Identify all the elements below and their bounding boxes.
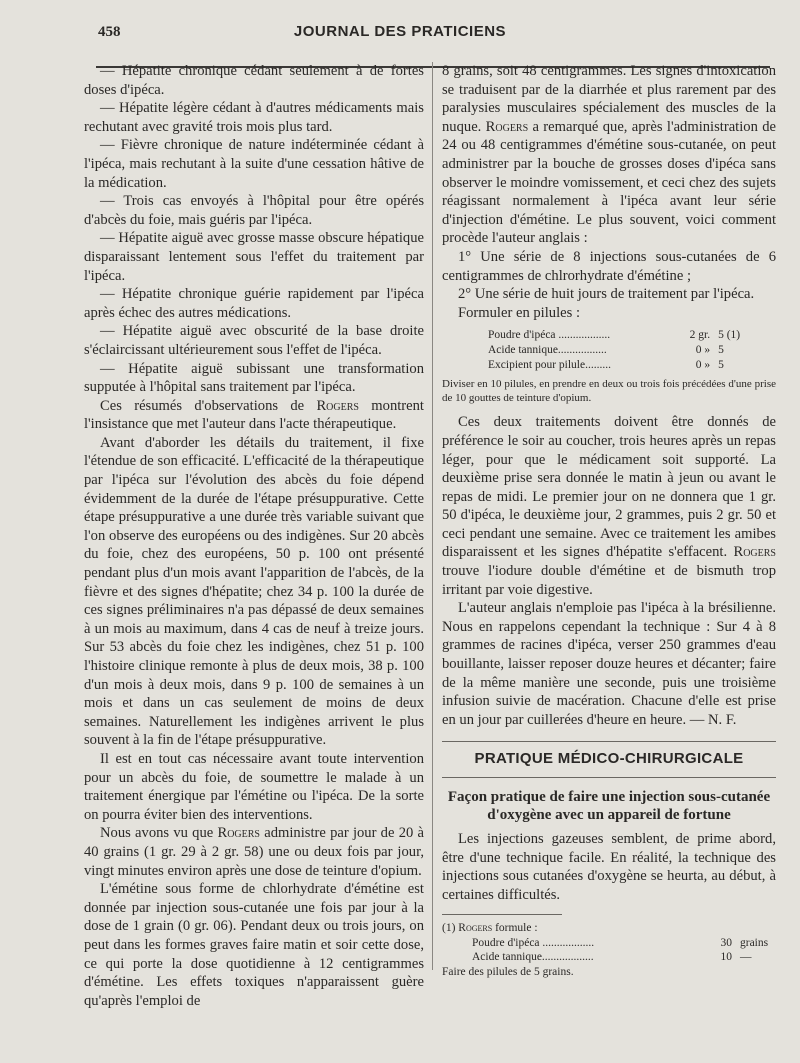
body-paragraph: Il est en tout cas nécessaire avant toute intervention pour un abcès du foie, de soumettre le malade à un traitement énergique par l'émétine ou l'ipéca. De la sorte on pourra éviter bien des interventions. (84, 750, 424, 823)
body-paragraph (84, 397, 424, 434)
text-run: formule : (492, 922, 538, 935)
page-header (0, 20, 800, 48)
running-title: JOURNAL DES PRATICIENS (293, 23, 507, 40)
page-number: 458 (98, 24, 121, 40)
body-paragraph (442, 413, 776, 599)
footnote-intro (442, 921, 776, 936)
list-item: 1° Une série de 8 injections sous-cutanées de 6 centigrammes de chlrorhydrate d'émétine ; (442, 248, 776, 284)
formula-note: Diviser en 10 pilules, en prendre en deux ou trois fois précédées d'une prise de 10 gouttes de teinture d'opium. (442, 378, 776, 405)
body-paragraph: L'auteur anglais n'emploie pas l'ipéca à la brésilienne. Nous en rappelons cependant la technique : Sur 4 à 8 grammes de racines d'ipéca, verser 250 grammes d'eau bouillante, laisser reposer douze heures et décanter; faire de la même manière une seconde, puis une troisième infusion suivie de macération. Chacune d'elle est prise en un jour par cuillerées d'heure en heure. — N. F. (442, 600, 776, 728)
case-summary: — Hépatite chronique cédant seulement à de fortes doses d'ipéca. (84, 63, 424, 98)
section-rule (442, 777, 776, 778)
author-name: Rogers (316, 397, 359, 414)
text-run: a remarqué que, après l'administration de 24 ou 48 centigrammes d'émétine sous-cutanée, on peut administrer par la bouche de grosses doses d'ipéca sans observer le moindre vomissement, et ceci chez des sujets réagissant normalement à l'ipéca avant leur série d'injection d'émétine. Le plus souvent, voici comment procède l'auteur anglais : (442, 118, 776, 247)
text-run: 8 grains, soit 48 centigrammes. Les signes d'intoxication se traduisent par de la diarrhée et plus rarement par des paralysies musculaires spécialement des muscles de la nuque. (442, 63, 776, 135)
section-title: PRATIQUE MÉDICO-CHIRURGICALE (474, 750, 744, 768)
ingredient-name: Poudre d'ipéca .................. (472, 936, 595, 949)
ingredient-quantity: 2 gr. (689, 329, 711, 342)
list-item: 2° Une série de huit jours de traitement par l'ipéca. (458, 286, 755, 303)
ingredient-name: Acide tannique.................. (472, 951, 594, 964)
footnote-row (442, 936, 776, 951)
ingredient-quantity: 10 (720, 951, 732, 964)
author-name: Rogers (485, 118, 529, 135)
ingredient-name: Poudre d'ipéca .................. (488, 329, 611, 342)
ingredient-unit: 5 (718, 359, 724, 372)
case-summary: — Trois cas envoyés à l'hôpital pour être opérés d'abcès du foie, mais guéris par l'ipéca. (84, 193, 424, 228)
text-run: Ces deux traitements doivent être donnés de préférence le soir au coucher, trois heures après un repas léger, pour que le médicament soit supporté. La deuxième prise sera donnée le matin à jeun ou avant le repas de midi. Le premier jour on ne donnera que 1 gr. 50 d'ipéca, le deuxième jour, 2 grammes, puis 2 gr. 50 et ceci pendant une semaine. Avec ce traitement les amibes disparaissent et les signes d'hépatite s'effacent. (442, 414, 776, 561)
ingredient-unit: — (740, 951, 752, 964)
author-name: Rogers (217, 825, 260, 842)
prescription-formula (442, 328, 776, 373)
ingredient-unit: grains (740, 936, 769, 949)
text-run: (1) (442, 922, 459, 935)
body-paragraph: L'émétine sous forme de chlorhydrate d'émétine est donnée par injection sous-cutanée une fois par jour à la dose de 1 grain (0 gr. 06). Pendant deux ou trois jours, on peut dans les formes graves faire matin et soir cette dose, ce qui porte la dose quotidienne à 12 centigrammes d'émétine. Les effets toxiques n'apparaissent guère qu'après l'emploi de (84, 881, 424, 1009)
ingredient-quantity: 0 » (695, 344, 711, 357)
text-run: Nous avons vu que (100, 825, 218, 842)
case-summary: — Hépatite chronique guérie rapidement par l'ipéca après échec des autres médications. (84, 286, 424, 321)
body-paragraph: Avant d'aborder les détails du traitement, il fixe l'étendue de son efficacité. L'efficacité de la thérapeutique par l'ipéca sur l'évolution des abcès du foie dépend évidemment de la durée de l'étape présuppurative. Cette étape présuppurative a une durée très variable suivant que l'on observe des européens ou des indigènes. Sur 20 abcès du foie, chez des européens, 50 p. 100 ont présenté pendant plus d'un mois avant l'apparition de l'abcès, de la fièvre et des signes d'hépatite; chez 34 p. 100 la durée de ces signes préliminaires n'a pas dépassé de deux semaines à un mois au maximum, dans 4 cas de neuf à treize jours. Sur 53 abcès du foie chez les indigènes, chez 51 p. 100 l'histoire clinique remonte à plus de deux mois, 38 p. 100 d'un mois à deux mois, dans 9 p. 100 de semaines à un mois et dans un cas seulement de moins de deux semaines. Naturellement les indigènes arrivent le plus souvent à la fin de l'étape présuppurative. (84, 434, 424, 749)
body-paragraph (84, 824, 424, 880)
body-paragraph (442, 62, 776, 248)
case-summary: — Hépatite aiguë avec obscurité de la base droite s'éclaircissant ultérieurement sous l'effet de l'ipéca. (84, 323, 424, 358)
footnote-rule (442, 914, 562, 915)
footnote-closing: Faire des pilules de 5 grains. (442, 965, 574, 978)
case-summary: — Hépatite aiguë subissant une transformation supputée à l'hôpital sans traitement par l'ipéca. (84, 360, 424, 396)
author-name: Rogers (458, 922, 493, 935)
footnote (442, 921, 776, 979)
text-run: Ces résumés d'observations de (100, 397, 317, 414)
column-divider (432, 62, 433, 970)
text-run: administre par jour de 20 à 40 grains (1 gr. 29 à 2 gr. 58) une ou deux fois par jour, vingt minutes environ après une dose de teinture d'opium. (84, 825, 424, 879)
ingredient-quantity: 30 (720, 936, 732, 949)
body-paragraph: Les injections gazeuses semblent, de prime abord, être d'une technique facile. En réalité, la technique des injections sous cutanées d'oxygène se heurta, au début, à certaines difficultés. (442, 831, 776, 903)
footnote-row (442, 950, 776, 965)
formula-row (442, 358, 776, 373)
formula-row (442, 343, 776, 358)
article-title: Façon pratique de faire une injection sous-cutanée d'oxygène avec un appareil de fortune (447, 789, 771, 823)
text-run: trouve l'iodure double d'émétine et de bismuth trop irritant par voie digestive. (442, 563, 776, 598)
case-summary: — Fièvre chronique de nature indéterminée cédant à l'ipéca, mais rechutant à la suite d'une cessation hâtive de la médication. (84, 137, 424, 191)
formula-row (442, 328, 776, 343)
author-name: Rogers (733, 544, 776, 561)
body-paragraph: Formuler en pilules : (458, 304, 581, 321)
ingredient-name: Excipient pour pilule......... (488, 359, 611, 372)
text-run: montrent l'insistance que met l'auteur dans l'acte thérapeutique. (84, 397, 424, 433)
left-column (84, 62, 424, 1010)
ingredient-name: Acide tannique................. (488, 344, 607, 357)
case-summary: — Hépatite aiguë avec grosse masse obscure hépatique disparaissant lentement sous l'effet du traitement par l'ipéca. (84, 230, 424, 284)
case-summary: — Hépatite légère cédant à d'autres médicaments mais rechutant avec gravité trois mois plus tard. (84, 100, 424, 135)
section-rule (442, 741, 776, 742)
ingredient-unit: 5 (718, 344, 724, 357)
ingredient-unit: 5 (1) (718, 329, 741, 342)
ingredient-quantity: 0 » (695, 359, 711, 372)
right-column (442, 62, 776, 979)
